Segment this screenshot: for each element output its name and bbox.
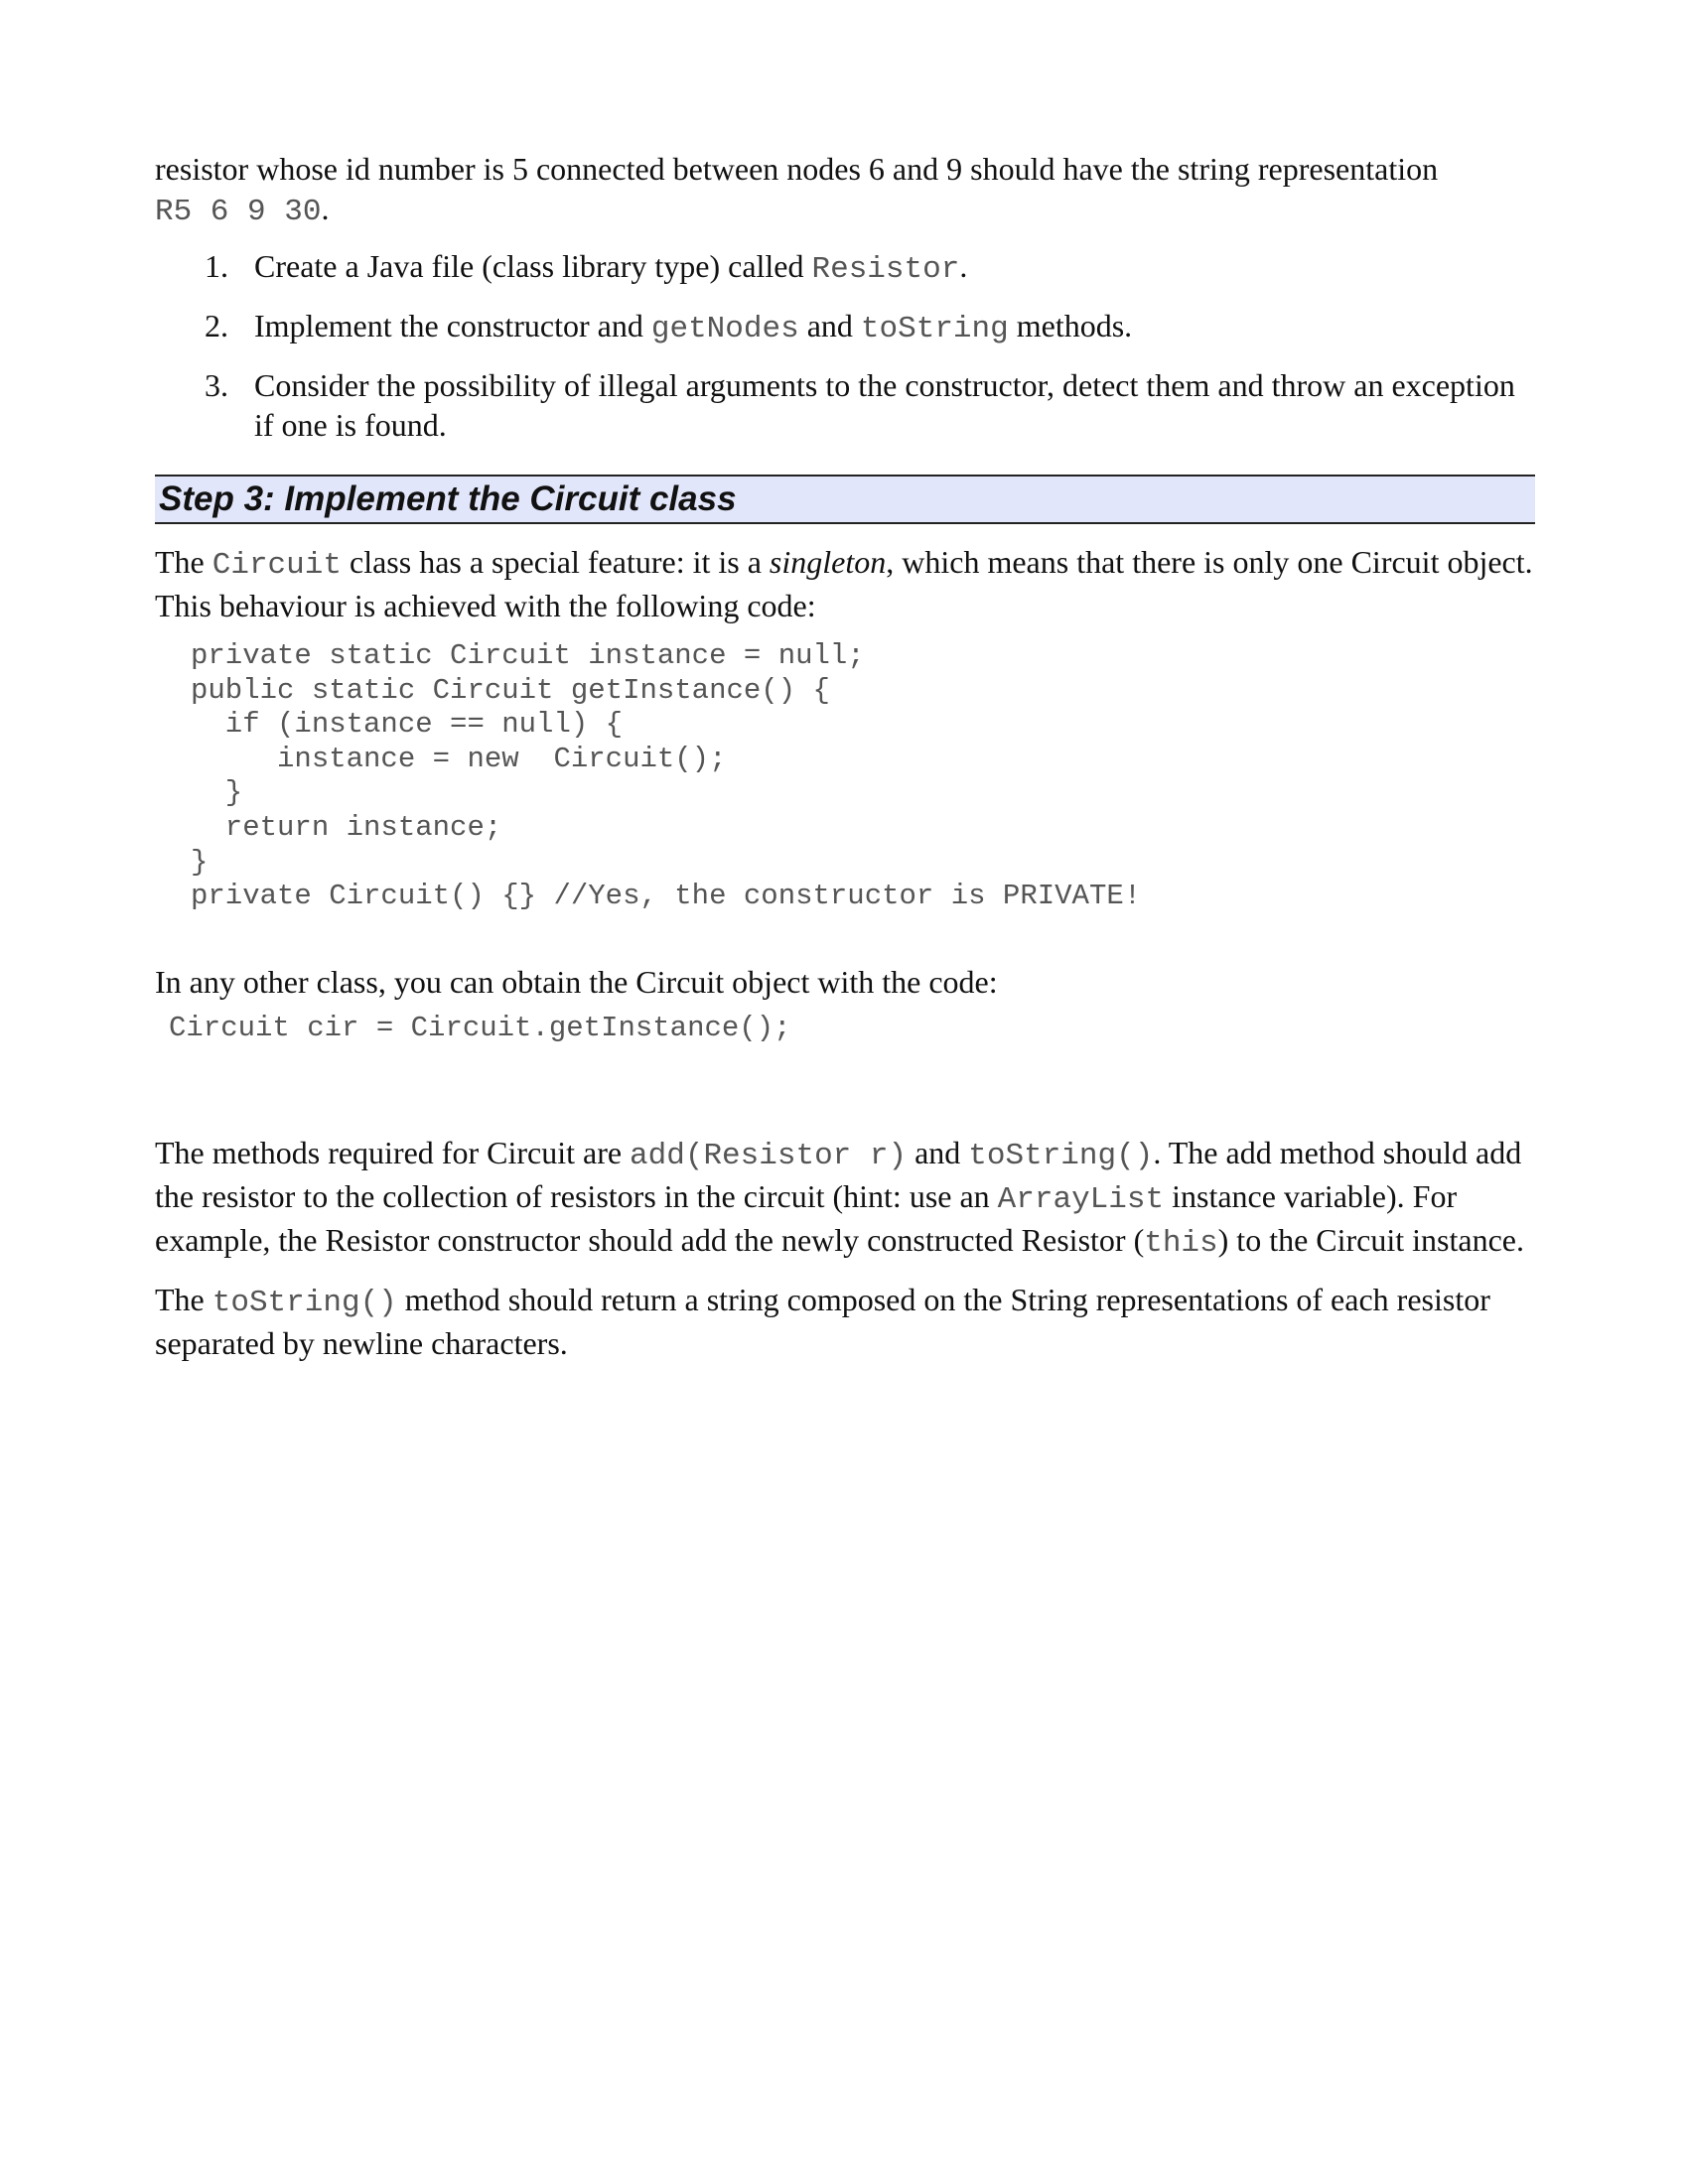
code-line: if (instance == null) { [191,708,624,742]
list-text: Consider the possibility of illegal arguments to the constructor, detect them and throw an exception if one is found. [254,367,1515,443]
intro-end: . [321,191,330,226]
list-text: and [798,308,861,343]
list-text: Implement the constructor and [254,308,651,343]
code-line: return instance; [191,810,502,844]
code-line: } [191,776,243,810]
code-line: private Circuit() {} //Yes, the constructor is PRIVATE! [191,880,1142,913]
inline-code: add(Resistor r) [630,1138,908,1173]
code-line: instance = new Circuit(); [191,742,727,775]
para-text: , which means that there is only one Circuit object. This behaviour is achieved with the following code: [155,544,1533,623]
para-text: method should return a string composed on the String representations of each resistor separated by newline characters. [155,1281,1490,1361]
section-heading: Step 3: Implement the Circuit class [155,475,1535,524]
list-text: . [959,248,968,284]
list-number: 1. [205,248,228,284]
inline-code: this [1144,1225,1218,1261]
code-line: public static Circuit getInstance() { [191,673,830,707]
intro-paragraph [155,149,1535,232]
inline-code: getNodes [650,312,799,346]
emphasis-text: singleton [769,544,887,580]
code-line: } [191,845,209,879]
list-number: 2. [205,308,228,343]
steps-list [155,246,1535,445]
singleton-paragraph [155,542,1535,625]
para-text: ) to the Circuit instance. [1217,1221,1524,1258]
para-text: The [155,544,212,580]
list-item [155,246,1535,290]
para-text: and [907,1134,969,1170]
intro-code: R5 6 9 30 [155,195,322,229]
para-text: . The add method should add the resistor to the collection of resistors in the circuit (hint: use an [155,1134,1522,1214]
code-block [191,639,1535,914]
inline-code: ArrayList [997,1181,1165,1217]
inline-code: Circuit [211,548,342,583]
list-text: methods. [1008,308,1133,343]
code-line-example: Circuit cir = Circuit.getInstance(); [169,1011,791,1044]
inline-code: toString() [211,1285,397,1320]
intro-text: resistor whose id number is 5 connected between nodes 6 and 9 should have the string representation [155,151,1439,187]
inline-code: Resistor [811,252,960,287]
document-page [155,149,1535,1363]
inline-code: toString() [968,1138,1154,1173]
obtain-paragraph: In any other class, you can obtain the Circuit object with the code: [155,963,998,1000]
para-text: instance variable). For example, the Resistor constructor should add the newly constructed Resistor ( [155,1177,1458,1258]
list-number: 3. [205,367,228,403]
list-item [155,306,1535,349]
list-item [155,365,1535,445]
para-text: The [155,1281,212,1317]
para-text: class has a special feature: it is a [341,544,770,580]
inline-code: toString [860,312,1009,346]
list-text: Create a Java file (class library type) called [254,248,812,284]
code-line: private static Circuit instance = null; [191,639,865,672]
methods-paragraph [155,1133,1535,1264]
para-text: The methods required for Circuit are [155,1134,631,1170]
tostring-paragraph [155,1280,1535,1363]
